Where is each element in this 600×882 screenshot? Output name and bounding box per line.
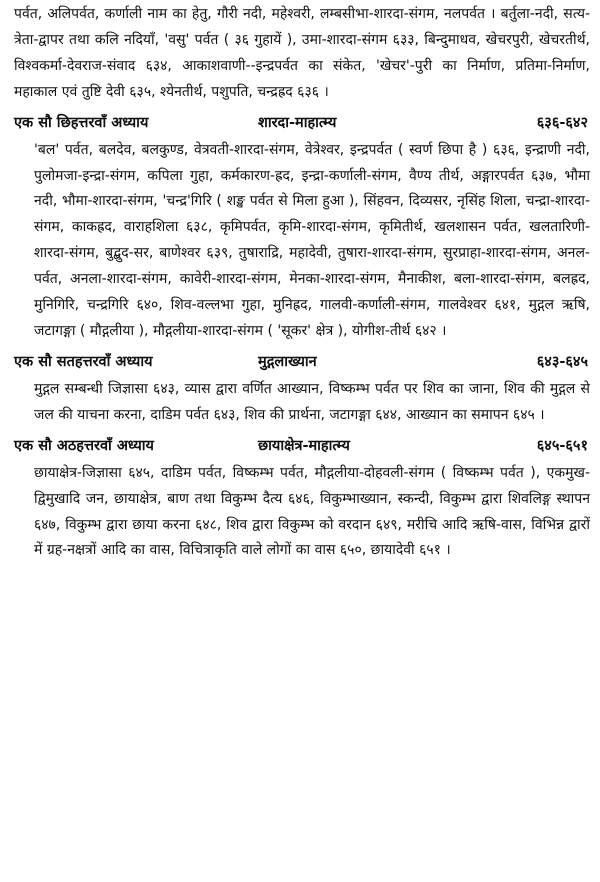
chapter-178-heading bbox=[14, 433, 590, 459]
chapter-176-number: एक सौ छिहत्तरवाँ अध्याय bbox=[14, 114, 149, 131]
chapter-178-number: एक सौ अठहत्तरवाँ अध्याय bbox=[14, 437, 154, 454]
chapter-177-number: एक सौ सतहत्तरवाँ अध्याय bbox=[14, 353, 153, 370]
chapter-176-title: शारदा-माहात्म्य bbox=[258, 114, 337, 131]
chapter-177-pages: ६४३-६४५ bbox=[536, 353, 588, 370]
chapter-176-text: 'बल' पर्वत, बलदेव, बलकुण्ड, वेत्रवती-शारदा-संगम, वेत्रेश्वर, इन्द्रपर्वत ( स्वर्ण छिपा है ) ६३६, इन्द्राणी नदी, पुलोमजा-इन्द्रा-संगम, कपिला गुहा, कर्मकारण-ह्रद, इन्द्रा-कर्णाली-संगम, वैण्य तीर्थ, अङ्गारपर्वत ६३७, भौमा नदी, भौमा-शारदा-संगम, 'चन्द्र'गिरि ( शङ्ख पर्वत से मिला हुआ ), सिंहवन, दिव्यसर, नृसिंह शिला, चन्द्रा-शारदा-संगम, काकह्रद, वाराहशिला ६३८, कृमिपर्वत, कृमि-शारदा-संगम, कृमितीर्थ, खलशासन पर्वत, खलतारिणी-शारदा-संगम, बुद्बुद-सर, बाणेश्वर ६३९, तुषाराद्रि, महादेवी, तुषारा-शारदा-संगम, सुरप्राहा-शारदा-संगम, अनल-पर्वत, अनला-शारदा-संगम, कावेरी-शारदा-संगम, मेनका-शारदा-संगम, मैनाकीश, बला-शारदा-संगम, बलह्रद, मुनिगिरि, चन्द्रगिरि ६४०, शिव-वल्लभा गुहा, मुनिह्रद, गालवी-कर्णाली-संगम, गालवेश्वर ६४१, मुद्गल ऋषि, जटागङ्गा ( मौद्गलीया ), मौद्गलीया-शारदा-संगम ( 'सूकर' क्षेत्र ), योगीश-तीर्थ ६४२ । bbox=[34, 141, 590, 339]
chapter-178-text: छायाक्षेत्र-जिज्ञासा ६४५, दाडिम पर्वत, विष्कम्भ पर्वत, मौद्गलीया-दोहवली-संगम ( विष्कम्भ पर्वत ), एकमुख-द्विमुखादि जन, छायाक्षेत्र, बाण तथा विकुम्भ दैत्य ६४६, विकुम्भाख्यान, स्कन्दी, विकुम्भ द्वारा शिवलिङ्ग स्थापन ६४७, विकुम्भ द्वारा छाया करना ६४८, शिव द्वारा विकुम्भ को वरदान ६४९, मरीचि आदि ऋषि-वास, विभिन्न द्वारों में ग्रह-नक्षत्रों आदि का वास, विचित्राकृति वाले लोगों का वास ६५०, छायादेवी ६५१ । bbox=[34, 464, 590, 559]
chapter-177-text: मुद्गल सम्बन्धी जिज्ञासा ६४३, व्यास द्वारा वर्णित आख्यान, विष्कम्भ पर्वत पर शिव का जाना, शिव की मुद्गल से जल की याचना करना, दाडिम पर्वत ६४३, शिव की प्रार्थना, जटागङ्गा ६४४, आख्यान का समापन ६४५ । bbox=[34, 380, 590, 423]
chapter-176-heading bbox=[14, 110, 590, 136]
chapter-178-pages: ६४५-६५१ bbox=[536, 437, 588, 454]
chapter-177-heading bbox=[14, 349, 590, 375]
chapter-178-title: छायाक्षेत्र-माहात्म्य bbox=[258, 437, 350, 454]
chapter-178-section bbox=[14, 433, 590, 565]
intro-paragraph: पर्वत, अलिपर्वत, कर्णाली नाम का हेतु, गौरी नदी, महेश्वरी, लम्बसीभा-शारदा-संगम, नलपर्वत । बर्तुला-नदी, सत्य-त्रेता-द्वापर तथा कलि नदियाँ, 'वसु' पर्वत ( ३६ गुहायें ), उमा-शारदा-संगम ६३३, बिन्दुमाधव, खेचरपुरी, खेचरतीर्थ, विश्वकर्मा-देवराज-संवाद ६३४, आकाशवाणी--इन्द्रपर्वत का संकेत, 'खेचर'-पुरी का निर्माण, प्रतिमा-निर्माण, महाकाल एवं तुष्टि देवी ६३५, श्येनतीर्थ, पशुपति, चन्द्रह्रद ६३६ । bbox=[14, 6, 590, 100]
chapter-176-section bbox=[14, 110, 590, 345]
chapter-177-title: मुद्गलाख्यान bbox=[258, 353, 317, 370]
chapter-177-section bbox=[14, 349, 590, 429]
chapter-176-pages: ६३६-६४२ bbox=[536, 114, 588, 131]
